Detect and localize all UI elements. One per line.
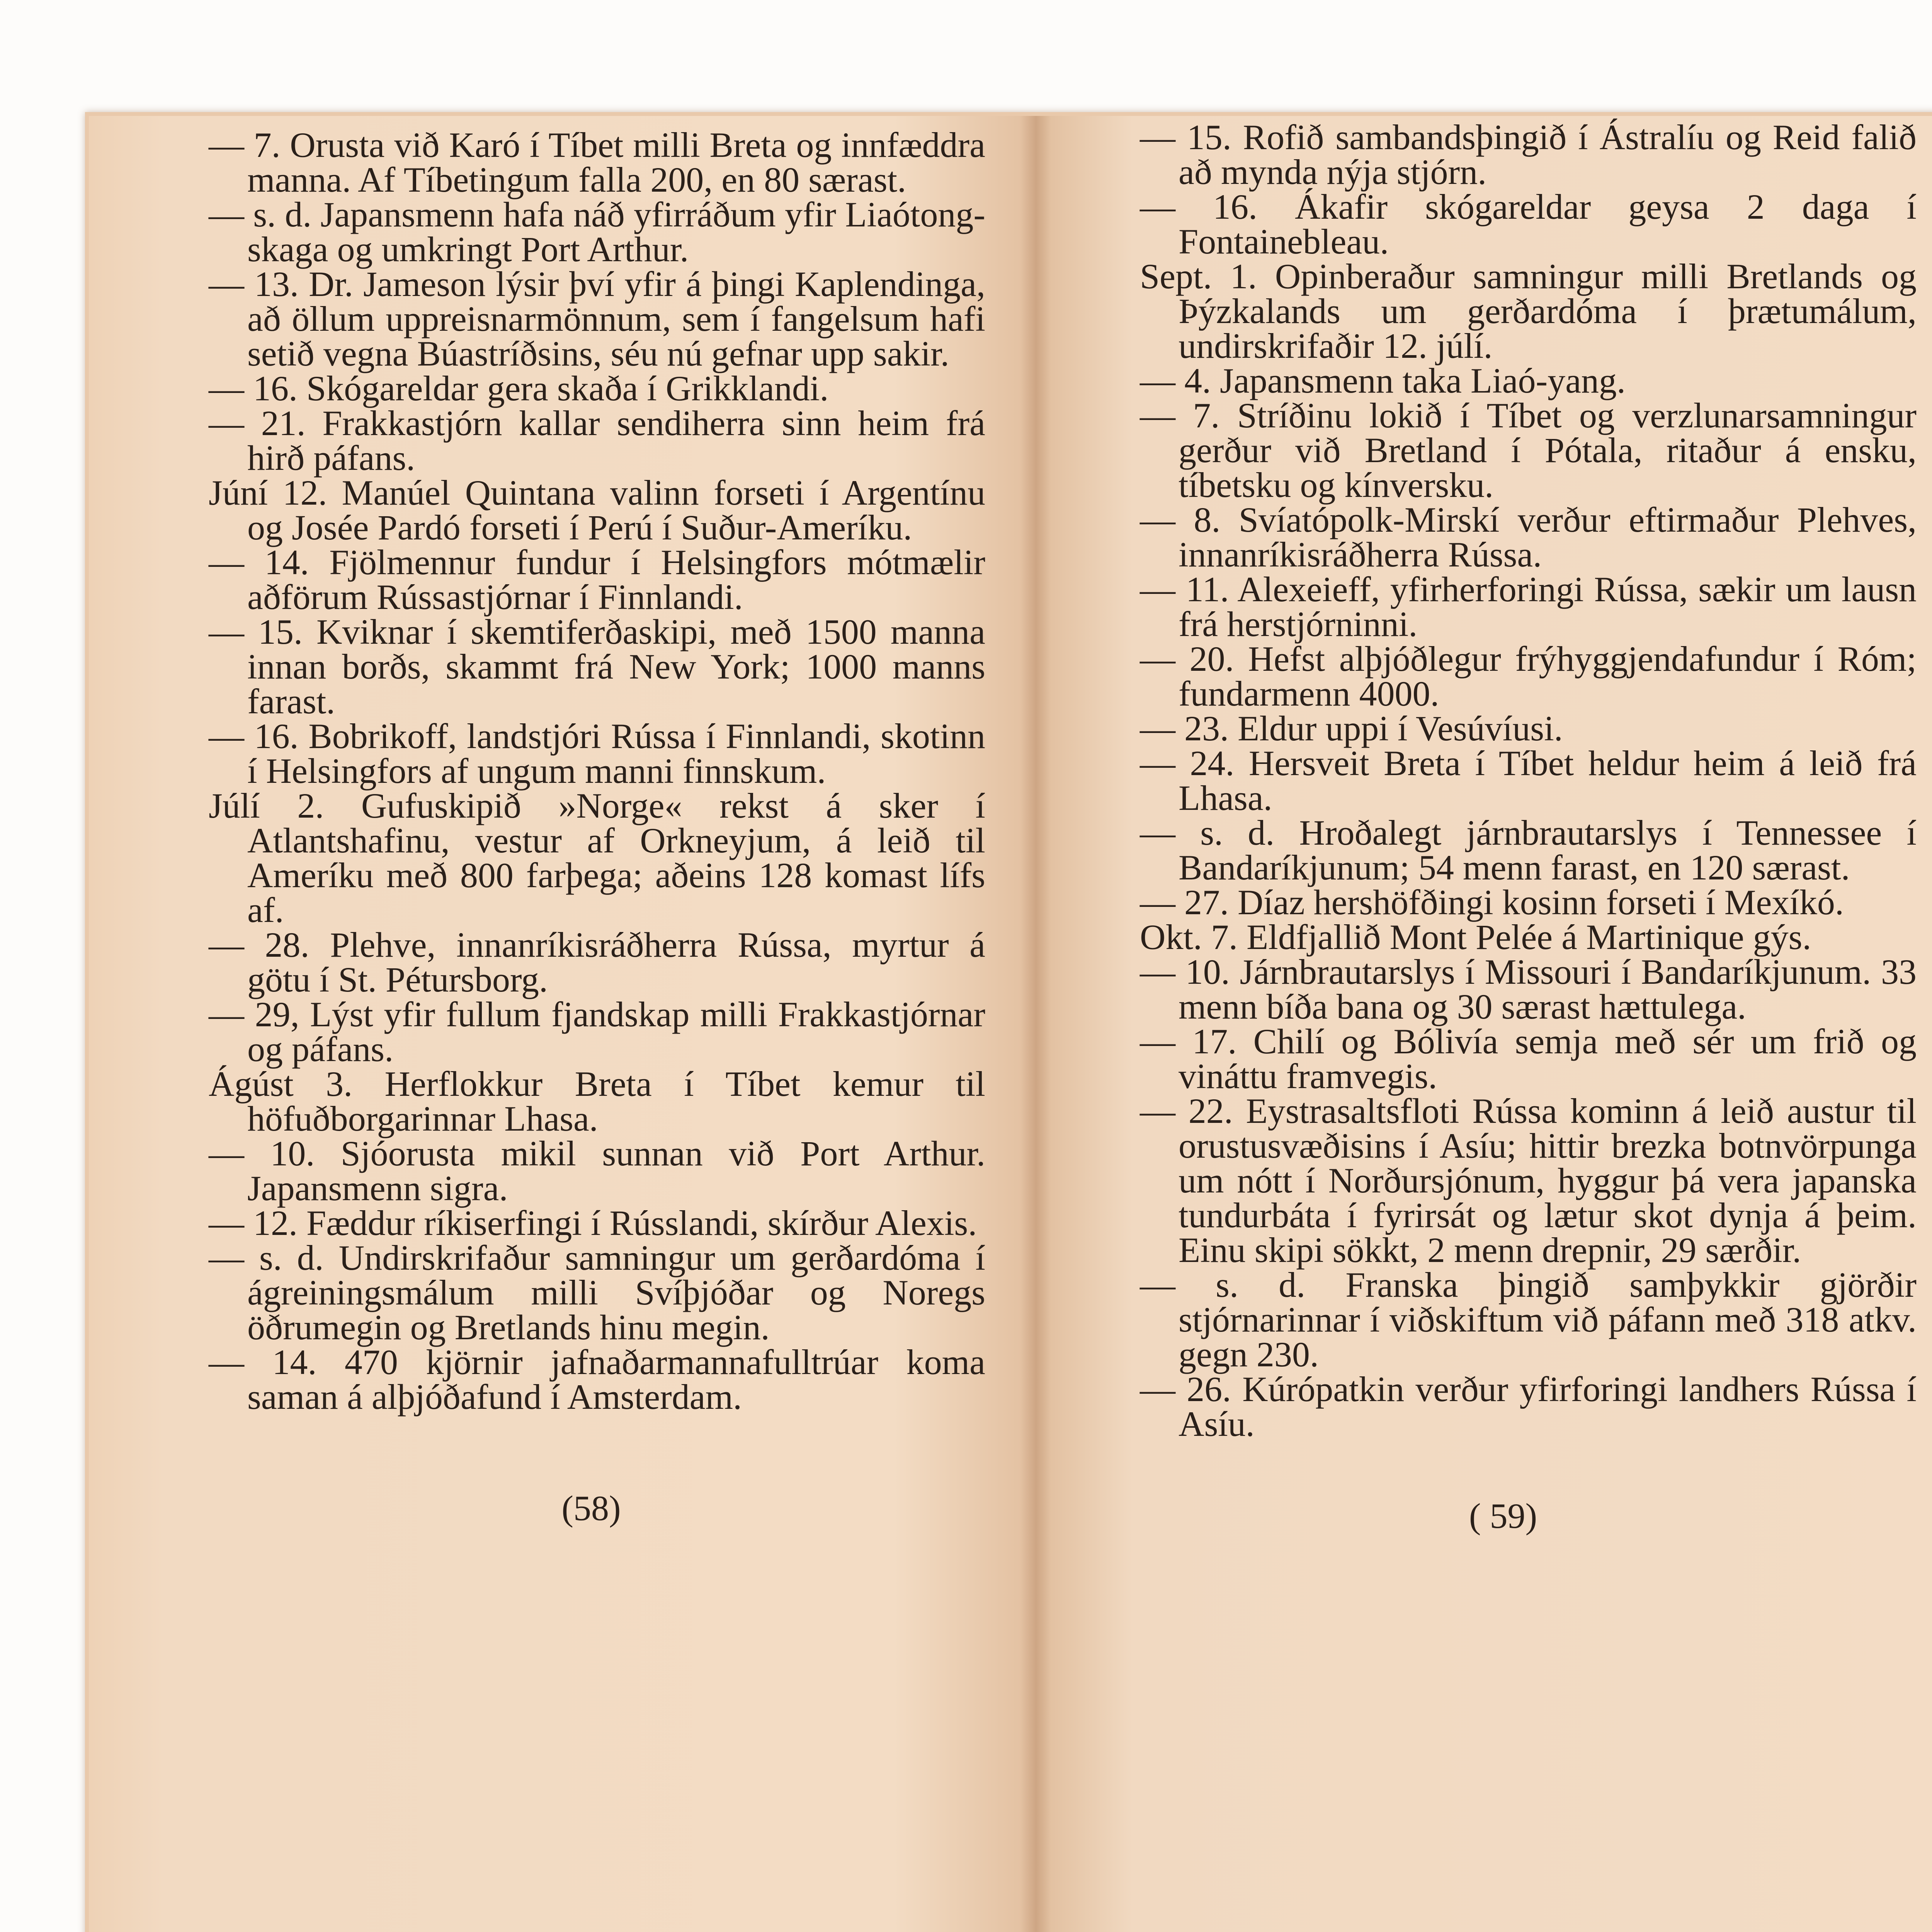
chronicle-entry: — s. d. Japansmenn hafa náð yfirráðum yfir Liaótong-skaga og umkringt Port Arthur. — [209, 195, 985, 269]
chronicle-entry: — 13. Dr. Jameson lýsir því yfir á þingi Kaplendinga, að öllum uppreisnarmönnum, sem í fangelsum hafi setið vegna Búastríðsins, séu nú gefnar upp sakir. — [209, 264, 985, 373]
chronicle-entry: — 28. Plehve, innanríkisráðherra Rússa, myrtur á götu í St. Pétursborg. — [209, 925, 985, 999]
chronicle-entry: Ágúst 3. Herflokkur Breta í Tíbet kemur til höfuðborgarinnar Lhasa. — [209, 1064, 985, 1138]
chronicle-entry: — 10. Járnbrautarslys í Missouri í Bandaríkjunum. 33 menn bíða bana og 30 særast hættulega. — [1140, 952, 1917, 1026]
right-page-text — [1140, 117, 1917, 1444]
left-page-number: (58) — [561, 1488, 621, 1528]
chronicle-entry: — 14. 470 kjörnir jafnaðarmannafulltrúar koma saman á alþjóðafund í Amsterdam. — [209, 1342, 985, 1417]
chronicle-entry: — 7. Stríðinu lokið í Tíbet og verzlunarsamningur gerður við Bretland í Pótala, ritaður á ensku, tíbetsku og kínversku. — [1140, 396, 1917, 505]
chronicle-entry: — 7. Orusta við Karó í Tíbet milli Breta og innfæddra manna. Af Tíbetingum falla 200, en 80 særast. — [209, 125, 985, 199]
chronicle-entry: — 24. Hersveit Breta í Tíbet heldur heim á leið frá Lhasa. — [1140, 743, 1917, 818]
left-page-text — [209, 125, 985, 1417]
chronicle-entry: — s. d. Undirskrifaður samningur um gerðardóma í ágreiningsmálum milli Svíþjóðar og Noregs öðrumegin og Bretlands hinu megin. — [209, 1238, 985, 1347]
chronicle-entry: — 4. Japansmenn taka Liaó-yang. — [1140, 361, 1626, 400]
chronicle-entry: — 12. Fæddur ríkiserfingi í Rússlandi, skírður Alexis. — [209, 1203, 977, 1243]
chronicle-entry: — 21. Frakkastjórn kallar sendiherra sinn heim frá hirð páfans. — [209, 403, 985, 478]
chronicle-entry: — 22. Eystrasaltsfloti Rússa kominn á leið austur til orustusvæðisins í Asíu; hittir brezka botnvörpunga um nótt í Norðursjónum, hyggur þá vera japanska tundurbáta í fyrirsát og lætur skot dynja á þeim. Einu skipi sökkt, 2 menn drepnir, 29 særðir. — [1140, 1091, 1917, 1270]
chronicle-entry: — 8. Svíatópolk-Mirskí verður eftirmaður Plehves, innanríkisráðherra Rússa. — [1140, 500, 1917, 574]
chronicle-entry: Júní 12. Manúel Quintana valinn forseti í Argentínu og Josée Pardó forseti í Perú í Suður-Ameríku. — [209, 473, 985, 547]
chronicle-entry: — s. d. Franska þingið samþykkir gjörðir stjórnarinnar í viðskiftum við páfann með 318 atkv. gegn 230. — [1140, 1265, 1917, 1374]
chronicle-entry: Júlí 2. Gufuskipið »Norge« rekst á sker í Atlantshafinu, vestur af Orkneyjum, á leið til Ameríku með 800 farþega; aðeins 128 komast lífs af. — [209, 786, 985, 930]
chronicle-entry: — 11. Alexeieff, yfirherforingi Rússa, sækir um lausn frá herstjórninni. — [1140, 570, 1917, 644]
chronicle-entry: — 27. Díaz hershöfðingi kosinn forseti í Mexíkó. — [1140, 883, 1844, 922]
chronicle-entry: Okt. 7. Eldfjallið Mont Pelée á Martinique gýs. — [1140, 917, 1811, 957]
chronicle-entry: Sept. 1. Opinberaður samningur milli Bretlands og Þýzkalands um gerðardóma í þrætumálum, undirskrifaðir 12. júlí. — [1140, 257, 1917, 366]
chronicle-entry: — 20. Hefst alþjóðlegur frýhyggjendafundur í Róm; fundarmenn 4000. — [1140, 639, 1917, 713]
book-gutter — [1020, 116, 1051, 1932]
chronicle-entry: — 17. Chilí og Bólivía semja með sér um frið og vináttu framvegis. — [1140, 1022, 1917, 1096]
right-page-number: ( 59) — [1469, 1496, 1537, 1536]
chronicle-entry: — s. d. Hroðalegt járnbrautarslys í Tennessee í Bandaríkjunum; 54 menn farast, en 120 særast. — [1140, 813, 1917, 887]
chronicle-entry: — 14. Fjölmennur fundur í Helsingfors mótmælir aðförum Rússastjórnar í Finnlandi. — [209, 543, 985, 617]
chronicle-entry: — 16. Bobrikoff, landstjóri Rússa í Finnlandi, skotinn í Helsingfors af ungum manni finnskum. — [209, 716, 985, 791]
chronicle-entry: — 16. Skógareldar gera skaða í Grikklandi. — [209, 369, 829, 408]
chronicle-entry: — 29, Lýst yfir fullum fjandskap milli Frakkastjórnar og páfans. — [209, 995, 985, 1069]
chronicle-entry: — 15. Rofið sambandsþingið í Ástralíu og Reid falið að mynda nýja stjórn. — [1140, 117, 1917, 192]
chronicle-entry: — 15. Kviknar í skemtiferðaskipi, með 1500 manna innan borðs, skammt frá New York; 1000 manns farast. — [209, 612, 985, 721]
chronicle-entry: — 26. Kúrópatkin verður yfirforingi landhers Rússa í Asíu. — [1140, 1369, 1917, 1444]
chronicle-entry: — 16. Ákafir skógareldar geysa 2 daga í Fontainebleau. — [1140, 187, 1917, 261]
chronicle-entry: — 23. Eldur uppi í Vesúvíusi. — [1140, 709, 1563, 748]
chronicle-entry: — 10. Sjóorusta mikil sunnan við Port Arthur. Japansmenn sigra. — [209, 1134, 985, 1208]
